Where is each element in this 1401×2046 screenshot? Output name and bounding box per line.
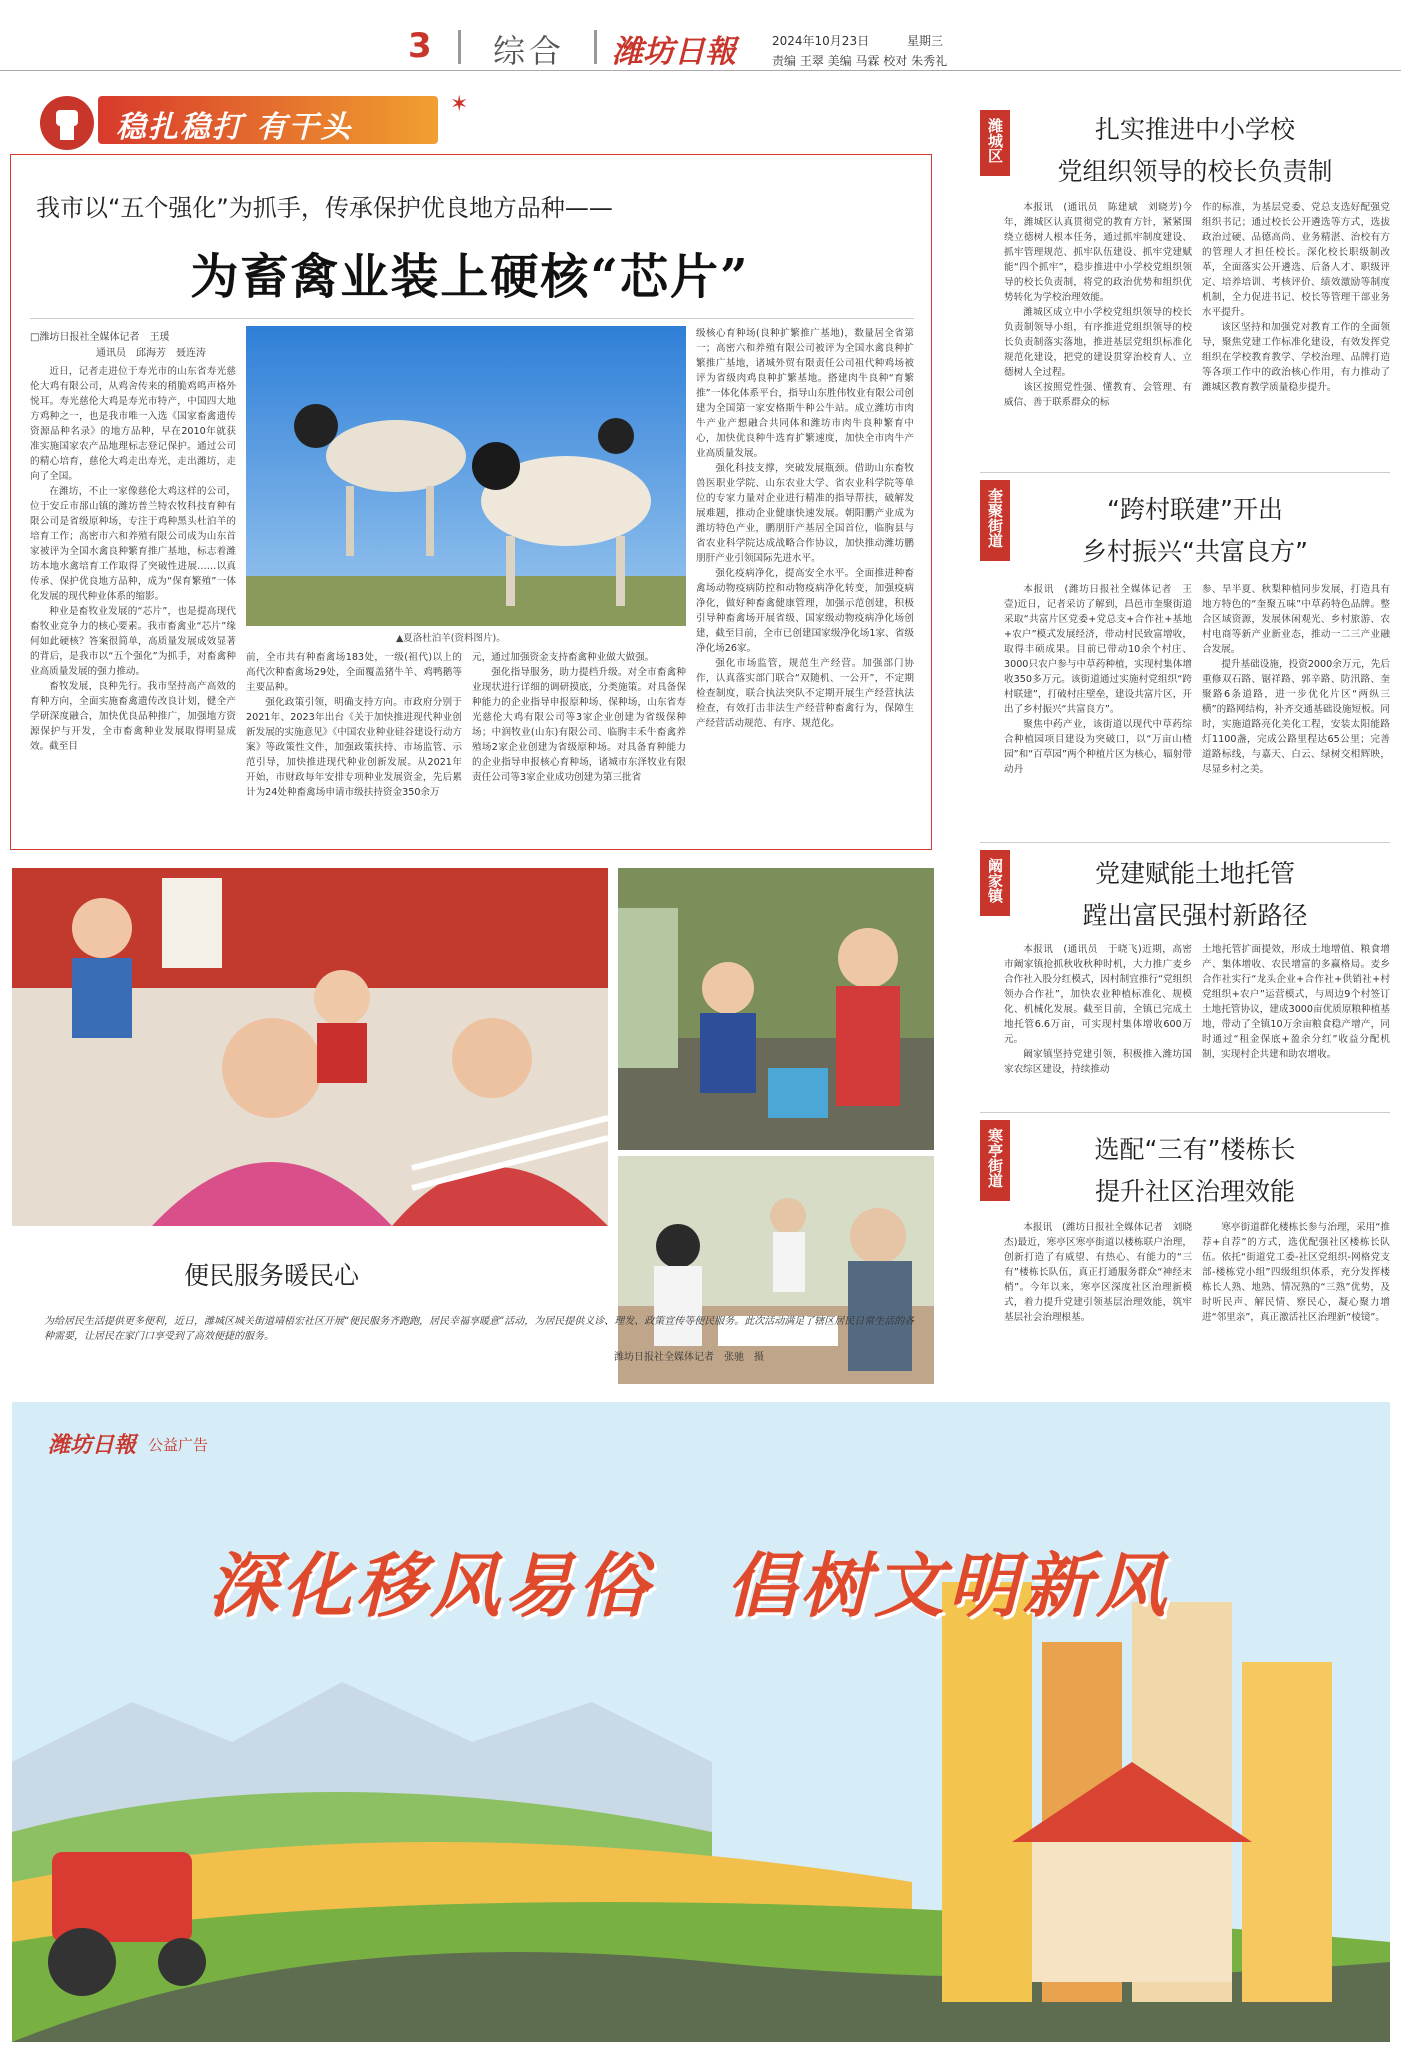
story-title: “跨村联建”开出 — [1107, 495, 1283, 524]
paragraph: 作的标准，为基层党委、党总支选好配强党组织书记；通过校长公开遴选等方式，选拔政治过硬、品德高尚、业务精湛、治校有方的管理人才担任校长。深化校长职级制改革，全面落实公开遴选、后备人才、职级评定、培养培训、考核评价、绩效激励等制度机制，全力促进书记、校长等管理干部业务水平提升。 — [1202, 202, 1390, 318]
paragraph: 强化市场监管，规范生产经营。加强部门协作，认真落实部门联合“双随机、一公开”，不定期检查制度，联合执法突队不定期开展生产经营执法检查，有效打击非法生产经营种畜禽行为，保障生产经营活动规范、有序、规范化。 — [696, 658, 914, 729]
paragraph: 畜牧发展，良种先行。我市坚持高产高效的育种方向，全面实施畜禽遗传改良计划，健全产学研深度融合，加快优良品种推广，加强地方资源保护与开发，全市畜禽种业发展取得明显成效。截至目 — [30, 681, 236, 752]
paragraph: 本报讯 (潍坊日报社全媒体记者 王壹)近日，记者采访了解到，昌邑市奎聚街道采取“共富片区党委+党总支+合作社+基地+农户”模式发展经济，带动村民致富增收，取得丰硕成果。目前已带动10余个村庄、3000只农户参与中草药种植，实现村集体增收350多万元。该街道通过实施村党组织“跨村联建”，打破村庄壁垒，建设共富片区，开出了乡村振兴“共富良方”。 — [1004, 584, 1192, 715]
story-title: 扎实推进中小学校 — [1094, 115, 1295, 144]
story-column — [1202, 582, 1390, 840]
paragraph: 该区坚持和加强党对教育工作的全面领导，聚焦党建工作标准化建设，有效发挥党组织在学校教育教学、学校治理、品牌打造等各项工作中的政治核心作用，有力推动了潍城区教育教学质量稳步提升。 — [1202, 322, 1390, 393]
paragraph: 该区按照党性强、懂教育、会管理、有威信、善于联系群众的标 — [1004, 382, 1192, 408]
story-column — [1004, 1220, 1192, 1370]
health-check-photo — [618, 868, 934, 1150]
paragraph: 潍城区成立中小学校党组织领导的校长负责制领导小组，有序推进党组织领导的校长负责制落实落地，推进基层党组织标准化规范化建设，把党的建设贯穿治校育人、立德树人全过程。 — [1004, 307, 1192, 378]
section-name: 综合 — [493, 32, 566, 70]
fist-icon — [40, 96, 94, 150]
paragraph: 级核心育种场(良种扩繁推广基地)，数量居全省第一；高密六和养殖有限公司被评为全国水禽良种扩繁推广基地，诸城外贸有限责任公司祖代种鸡场被评为省级肉鸡良种扩繁基地。搭建肉牛良种“育繁推”一体化体系平台，指导山东胜伟牧业有限公司创建为全国第一家安格斯牛种公牛站。成立潍坊市肉牛产业产想融合共同体和潍坊市肉牛良种繁育中心，加快优良种牛选育扩繁速度，加快全市肉牛产业高质量发展。 — [696, 328, 914, 459]
haircut-photo — [12, 868, 608, 1226]
article-column — [30, 364, 236, 836]
paragraph: 在潍坊，不止一家像慈伦大鸡这样的公司，位于安丘市郚山镇的潍坊普兰特农牧科技育种有限公司是省级原种场，专注于鸡种黑头杜泊羊的培育工作；高密市六和养殖有限公司成为山东首家被评为全国水禽良种繁育推广基地，标志着潍坊本地水禽培育工作取得了突破性进展……以真传承、保护优良地方品种，成为“保育繁殖”一体化发展的现代种业体系的缩影。 — [30, 486, 236, 602]
byline: 通讯员 邱海芳 聂连涛 — [96, 348, 206, 359]
story-column — [1202, 942, 1390, 1108]
paragraph: 土地托管扩面提效，形成土地增值、粮食增产、集体增收、农民增富的多赢格局。麦乡合作社实行“龙头企业+合作社+供销社+村党组织+农户”运营模式，与周边9个村签订土地托管协议，建成3000亩优质原粮种植基地，带动了全镇10万余亩粮食稳产增产，同时通过“租金保底+盈余分红”收益分配机制，实现村企共建和助农增收。 — [1202, 944, 1390, 1060]
article-column — [472, 650, 686, 836]
masthead — [0, 0, 1401, 72]
ad-brand-suffix: 公益广告 — [148, 1436, 209, 1454]
article-column — [246, 650, 462, 836]
paper-logo: 潍坊日報 — [612, 34, 736, 70]
paragraph: 种业是畜牧业发展的“芯片”，也是提高现代畜牧业竞争力的核心要素。我市畜禽业“芯片”缘何如此硬核？答案很简单，高质量发展成效显著的背后，是我市以“五个强化”为抓手，对畜禽种业高质量发展的强力推动。 — [30, 606, 236, 677]
paragraph: 本报讯 (通讯员 陈建斌 刘晓芳)今年，潍城区认真贯彻党的教育方针，紧紧围绕立德树人根本任务，通过抓牢制度建设、抓牢管理规范、抓牢队伍建设、抓牢党建赋能“四个抓牢”，稳步推进中小学校党组织领导的校长负责制，将党的政治优势和组织优势转化为学校治理效能。 — [1004, 202, 1192, 303]
column-banner — [40, 92, 480, 158]
district-tag: 寒亭街道 — [980, 1120, 1010, 1201]
article-kicker: 我市以“五个强化”为抓手，传承保护优良地方品种—— — [36, 194, 613, 222]
article-headline: 为畜禽业装上硬核“芯片” — [190, 249, 750, 305]
banner-label: 稳扎稳打 有干头 — [116, 110, 353, 145]
photo-credit: 潍坊日报社全媒体记者 张驰 摄 — [614, 1352, 764, 1363]
paragraph: 强化政策引领，明确支持方向。市政府分别于2021年、2023年出台《关于加快推进现代种业创新发展的实施意见》《中国农业种业硅谷建设行动方案》等政策性文件，加强政策扶持、市场监管、示范引导，加快推进现代种业创新发展。从2021年开始，市财政每年安排专项种业发展资金，先后累计为24处种畜禽场申请市级扶持资金350余万 — [246, 697, 462, 798]
divider — [458, 30, 461, 64]
paragraph: 强化疫病净化，提高安全水平。全面推进种畜禽场动物疫病防控和动物疫病净化转变，加强疫病净化，做好种畜禽健康管理，加强示范创建，积极引导种畜禽场开展省级、国家级动物疫病净化场创建，截至目前，全市已创建国家级净化场1家、省级净化场26家。 — [696, 568, 914, 654]
editor-credits: 责编 王翠 美编 马霖 校对 朱秀礼 — [772, 54, 948, 68]
story-title: 党建赋能土地托管 — [1094, 859, 1295, 888]
story-column — [1202, 1220, 1390, 1370]
paragraph: 强化科技支撑，突破发展瓶颈。借助山东畜牧兽医职业学院、山东农业大学、省农业科学院等单位的专家力量对企业进行精准的指导帮扶，破解发展难题，推动企业健康快速发展。朝阳鹏产业成为潍坊特色产业，鹏朋肝产基居全国首位，临朐县与省农业科学院达成战略合作协议，加快推动潍坊鹏朋肝产业引领国际先进水平。 — [696, 463, 914, 564]
issue-date: 2024年10月23日 — [772, 34, 870, 48]
paragraph: 前，全市共有种畜禽场183处，一级(祖代)以上的高代次种畜禽场29处，全面覆盖猪牛羊、鸡鸭鹅等主要品种。 — [246, 652, 462, 693]
paragraph: 寒亭街道群化楼栋长参与治理，采用“推荐+自荐”的方式，选优配强社区楼栋长队伍。依托“街道党工委-社区党组织-网格党支部-楼栋党小组”四级组织体系，充分发挥楼栋长人熟、地熟、情况熟的“三熟”优势，及时听民声、解民情、察民心，凝心聚力增进“邻里亲”，真正激活社区治理新“棱镜”。 — [1202, 1222, 1390, 1323]
story-column — [1004, 200, 1192, 470]
story-title: 提升社区治理效能 — [1094, 1177, 1295, 1206]
paragraph: 参、旱半夏、秋梨种植同步发展，打造具有地方特色的“奎聚五味”中草药特色品牌。整合区域资源，发展休闲观光、乡村旅游、农村电商等新产业新业态，推动一二三产业融合发展。 — [1202, 584, 1390, 655]
story-column — [1004, 942, 1192, 1108]
paragraph: 提升基础设施，投资2000余万元，先后重修双石路、锯祥路、郭辛路、防汛路、奎聚路6条道路，进一步优化片区“两纵三横”的路网结构，补齐交通基础设施短板。同时，实施道路亮化美化工程，安装太阳能路灯1100盏，完成公路里程达65公里；完善道路标线，与嘉天、白云、绿树交相辉映，尽显乡村之美。 — [1202, 659, 1390, 775]
paragraph: 聚焦中药产业，该街道以现代中草药综合种植园项目建设为突破口，以“万亩山楂园”和“百草园”两个种植片区为核心，辐射带动丹 — [1004, 719, 1192, 775]
paragraph: 本报讯 (潍坊日报社全媒体记者 刘晓杰)最近，寒亭区寒亭街道以楼栋联户治理，创新打造了有威望、有热心、有能力的“三有”楼栋长队伍，真正打通服务群众“神经末梢”。今年以来，寒亭区深度社区治理新模式，着力提升党建引领基层治理效能，筑牢基层社会治理根基。 — [1004, 1222, 1192, 1323]
photo-feature-caption: 为给居民生活提供更多便利，近日，潍城区城关街道靖梧宏社区开展“便民服务齐跑跑，居民幸福享暖意”活动，为居民提供义诊、理发、政策宣传等便民服务。此次活动满足了辖区居民日常生活的各种需要，让居民在家门口享受到了高效便捷的服务。 — [44, 1316, 915, 1342]
district-tag: 潍城区 — [980, 110, 1010, 176]
photo-caption: ▲夏洛杜泊羊(资料图片)。 — [396, 633, 506, 644]
sheep-photo — [246, 326, 686, 626]
issue-weekday: 星期三 — [907, 34, 944, 48]
district-tag: 奎聚街道 — [980, 480, 1010, 561]
story-column — [1004, 582, 1192, 840]
ad-slogan: 深化移风易俗 倡树文明新风 — [208, 1545, 1170, 1627]
divider — [594, 30, 597, 64]
paragraph: 强化指导服务，助力提档升级。对全市畜禽种业现状进行详细的调研摸底，分类施策。对具备保种能力的企业指导申报原种场、保种场，山东省寿光慈伦大鸡有限公司等3家企业创建为省级保种场；中润牧业(山东)有限公司、临朐丰禾牛畜禽养殖场2家企业创建为省级原种场。对具备育种能力的企业指导申报核心育种场，诸城市东泽牧业有限责任公司等3家企业成功创建为第三批省 — [472, 667, 686, 783]
ad-brand: 潍坊日報 — [48, 1432, 137, 1458]
decor-icon: ✶ — [450, 92, 469, 117]
paragraph: 元，通过加强资金支持畜禽种业做大做强。 — [472, 652, 655, 663]
story-title: 选配“三有”楼栋长 — [1094, 1135, 1296, 1164]
page-number: 3 — [408, 26, 432, 66]
byline: □潍坊日报社全媒体记者 王瑗 — [30, 332, 170, 343]
paragraph: 本报讯 (通讯员 于晓飞)近期，高密市阚家镇抢抓秋收秋种时机，大力推广麦乡合作社入股分红模式，因村制宜推行“党组织领办合作社”，加快农业种植标准化、规模化、机械化发展。截至目前，全镇已完成土地托管6.6万亩，可实现村集体增收600万元。 — [1004, 944, 1192, 1045]
story-column — [1202, 200, 1390, 470]
district-tag: 阚家镇 — [980, 850, 1010, 916]
article-column — [696, 326, 914, 836]
story-title: 党组织领导的校长负责制 — [1057, 157, 1333, 186]
photo-feature-title: 便民服务暖民心 — [184, 1261, 360, 1290]
paragraph: 近日，记者走进位于寿光市的山东省寿光慈伦大鸡有限公司，从鸡舍传来的稍脆鸡鸣声格外悦耳。寿光慈伦大鸡是寿光市特产，中国四大地方鸡种之一，也是我市唯一入选《国家畜禽遗传资源品种名录》的地方品种，早在2010年就获准实施国家农产品地理标志登记保护。通过公司的精心培育，慈伦大鸡走出寿光，走出潍坊，走向了全国。 — [30, 366, 236, 482]
story-title: 乡村振兴“共富良方” — [1082, 537, 1308, 566]
story-title: 蹚出富民强村新路径 — [1082, 901, 1308, 930]
public-service-ad — [12, 1402, 1390, 2042]
paragraph: 阚家镇坚持党建引领，积极推入潍坊国家农综区建设，持续推动 — [1004, 1049, 1192, 1075]
